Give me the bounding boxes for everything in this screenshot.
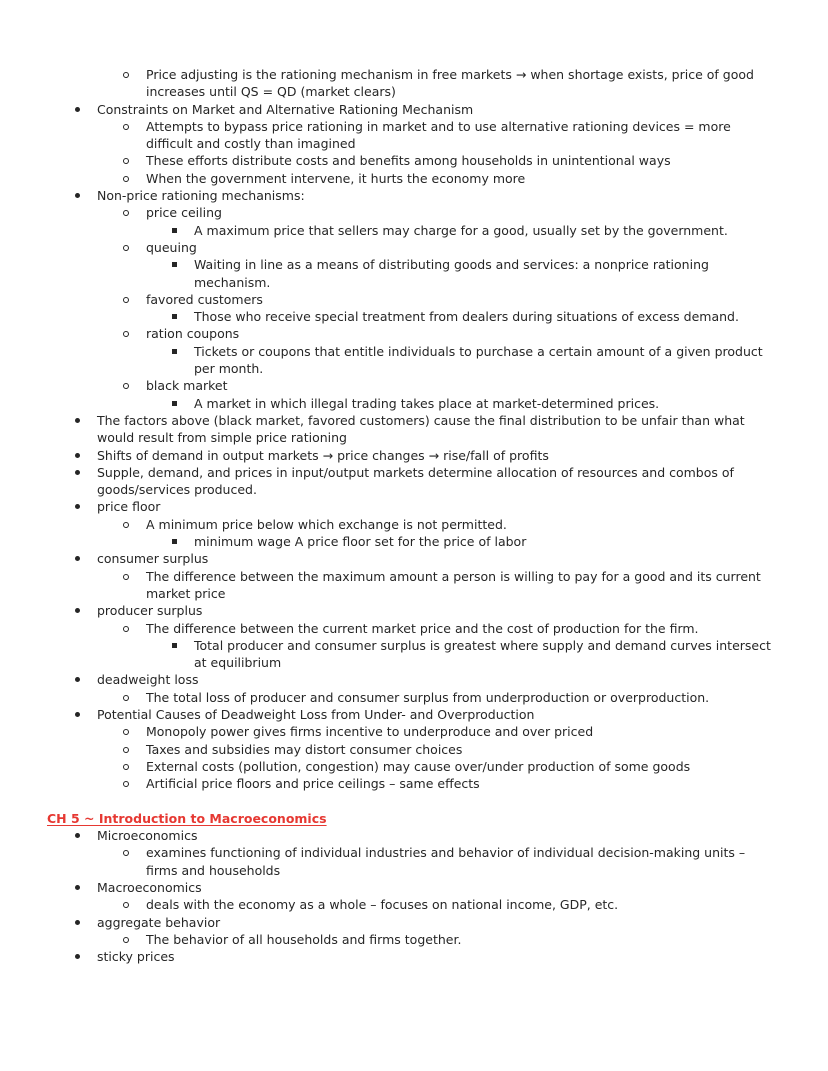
list-item xyxy=(47,447,777,464)
list-item xyxy=(47,568,777,603)
list-item-text: examines functioning of individual industries and behavior of individual decision-making units – firms and households xyxy=(146,845,746,878)
bullet-square-icon xyxy=(172,401,177,406)
bullet-disc-icon xyxy=(75,453,80,458)
bullet-disc-icon xyxy=(75,712,80,717)
bullet-circle-icon xyxy=(123,747,129,753)
list-item-text: A market in which illegal trading takes place at market-determined prices. xyxy=(194,395,660,411)
list-item-text: Price adjusting is the rationing mechanism in free markets → when shortage exists, price of good increases until QS = QD (market clears) xyxy=(146,67,754,100)
bullet-disc-icon xyxy=(75,920,80,925)
list-item-text: The total loss of producer and consumer surplus from underproduction or overproduction. xyxy=(146,689,710,705)
list-item xyxy=(47,291,777,308)
list-item xyxy=(47,239,777,256)
list-item-text: The factors above (black market, favored customers) cause the final distribution to be unfair than what would result from simple price rationing xyxy=(97,412,745,446)
bullet-circle-icon xyxy=(123,297,129,303)
list-item xyxy=(47,325,777,342)
bullet-disc-icon xyxy=(75,885,80,890)
list-item-text: A minimum price below which exchange is not permitted. xyxy=(146,516,507,532)
list-item xyxy=(47,101,777,118)
bullet-circle-icon xyxy=(123,850,129,856)
list-item-text: The difference between the current market price and the cost of production for the firm. xyxy=(146,620,699,636)
list-item xyxy=(47,204,777,221)
list-item-text: When the government intervene, it hurts the economy more xyxy=(146,170,526,186)
bullet-disc-icon xyxy=(75,107,80,112)
list-item xyxy=(47,118,777,153)
list-item xyxy=(47,758,777,775)
bullet-disc-icon xyxy=(75,193,80,198)
list-item-text: The difference between the maximum amount a person is willing to pay for a good and its current market price xyxy=(146,568,761,601)
list-item xyxy=(47,879,777,896)
bullet-square-icon xyxy=(172,349,177,354)
list-item xyxy=(47,706,777,723)
list-item xyxy=(47,343,777,378)
bullet-circle-icon xyxy=(123,902,129,908)
list-item xyxy=(47,550,777,567)
list-item xyxy=(47,533,777,550)
bullet-circle-icon xyxy=(123,158,129,164)
list-item-text: The behavior of all households and firms together. xyxy=(146,931,462,947)
list-item-text: Waiting in line as a means of distributing goods and services: a nonprice rationing mechanism. xyxy=(194,257,709,290)
bullet-square-icon xyxy=(172,228,177,233)
bullet-disc-icon xyxy=(75,954,80,959)
bullet-circle-icon xyxy=(123,574,129,580)
bullet-circle-icon xyxy=(123,729,129,735)
list-item xyxy=(47,896,777,913)
bullet-square-icon xyxy=(172,314,177,319)
list-item xyxy=(47,222,777,239)
list-item-text: External costs (pollution, congestion) may cause over/under production of some goods xyxy=(146,758,691,774)
list-item xyxy=(47,308,777,325)
list-item xyxy=(47,412,777,447)
list-item-text: price floor xyxy=(97,499,161,515)
list-item xyxy=(47,377,777,394)
bullet-circle-icon xyxy=(123,210,129,216)
bullet-circle-icon xyxy=(123,695,129,701)
list-item-text: price ceiling xyxy=(146,205,222,221)
bullet-disc-icon xyxy=(75,677,80,682)
bullet-circle-icon xyxy=(123,522,129,528)
list-item xyxy=(47,827,777,844)
list-item-text: Potential Causes of Deadweight Loss from Under- and Overproduction xyxy=(97,706,535,722)
list-item xyxy=(47,187,777,204)
list-item-text: Taxes and subsidies may distort consumer choices xyxy=(146,741,463,757)
list-item xyxy=(47,948,777,965)
bullet-circle-icon xyxy=(123,331,129,337)
list-item-text: Shifts of demand in output markets → price changes → rise/fall of profits xyxy=(97,447,549,463)
bullet-disc-icon xyxy=(75,504,80,509)
list-item xyxy=(47,637,777,672)
document-body xyxy=(47,66,777,965)
list-item-text: Macroeconomics xyxy=(97,879,202,895)
bullet-square-icon xyxy=(172,643,177,648)
list-item xyxy=(47,723,777,740)
list-item xyxy=(47,844,777,879)
list-item xyxy=(47,256,777,291)
list-item-text: Tickets or coupons that entitle individuals to purchase a certain amount of a given product per month. xyxy=(194,343,763,377)
bullet-circle-icon xyxy=(123,72,129,78)
paragraph-spacer xyxy=(47,792,777,809)
bullet-circle-icon xyxy=(123,764,129,770)
list-item-text: queuing xyxy=(146,239,197,255)
list-item xyxy=(47,931,777,948)
list-item-text: sticky prices xyxy=(97,949,175,965)
list-item-text: Attempts to bypass price rationing in market and to use alternative rationing devices = more difficult and costly than imagined xyxy=(146,118,731,152)
bullet-circle-icon xyxy=(123,245,129,251)
bullet-circle-icon xyxy=(123,383,129,389)
list-item-text: Constraints on Market and Alternative Rationing Mechanism xyxy=(97,101,474,117)
list-item-text: minimum wage A price floor set for the price of labor xyxy=(194,534,527,550)
list-item-text: Non-price rationing mechanisms: xyxy=(97,188,305,204)
list-item xyxy=(47,775,777,792)
list-item-text: favored customers xyxy=(146,291,263,307)
bullet-circle-icon xyxy=(123,626,129,632)
list-item xyxy=(47,498,777,515)
bullet-square-icon xyxy=(172,262,177,267)
list-item-text: Total producer and consumer surplus is greatest where supply and demand curves intersect at equilibrium xyxy=(194,637,771,671)
bullet-disc-icon xyxy=(75,833,80,838)
list-item-text: A maximum price that sellers may charge for a good, usually set by the government. xyxy=(194,222,728,238)
list-item xyxy=(47,671,777,688)
list-item xyxy=(47,914,777,931)
list-item-text: Those who receive special treatment from dealers during situations of excess demand. xyxy=(194,309,739,325)
list-item xyxy=(47,152,777,169)
bullet-square-icon xyxy=(172,539,177,544)
list-item-text: These efforts distribute costs and benefits among households in unintentional ways xyxy=(146,153,671,169)
bullet-disc-icon xyxy=(75,418,80,423)
list-item xyxy=(47,741,777,758)
list-item-text: black market xyxy=(146,378,228,394)
list-item-text: producer surplus xyxy=(97,603,203,619)
bullet-circle-icon xyxy=(123,781,129,787)
list-item-text: Artificial price floors and price ceilings – same effects xyxy=(146,776,480,792)
list-item-text: consumer surplus xyxy=(97,551,209,567)
list-item-text: aggregate behavior xyxy=(97,914,221,930)
section-heading: CH 5 ~ Introduction to Macroeconomics xyxy=(47,810,327,826)
list-item-text: Microeconomics xyxy=(97,828,198,844)
list-item-text: deadweight loss xyxy=(97,672,199,688)
list-item-text: Supple, demand, and prices in input/output markets determine allocation of resources and combos of goods/services produced. xyxy=(97,464,734,498)
bullet-circle-icon xyxy=(123,176,129,182)
bullet-circle-icon xyxy=(123,124,129,130)
bullet-disc-icon xyxy=(75,608,80,613)
list-item xyxy=(47,620,777,637)
list-item xyxy=(47,464,777,499)
list-item xyxy=(47,170,777,187)
list-item xyxy=(47,602,777,619)
bullet-disc-icon xyxy=(75,470,80,475)
bullet-disc-icon xyxy=(75,556,80,561)
list-item-text: deals with the economy as a whole – focuses on national income, GDP, etc. xyxy=(146,897,619,913)
list-item-text: Monopoly power gives firms incentive to underproduce and over priced xyxy=(146,724,594,740)
list-item xyxy=(47,516,777,533)
bullet-circle-icon xyxy=(123,937,129,943)
list-item xyxy=(47,66,777,101)
list-item xyxy=(47,689,777,706)
list-item-text: ration coupons xyxy=(146,326,240,342)
list-item xyxy=(47,395,777,412)
